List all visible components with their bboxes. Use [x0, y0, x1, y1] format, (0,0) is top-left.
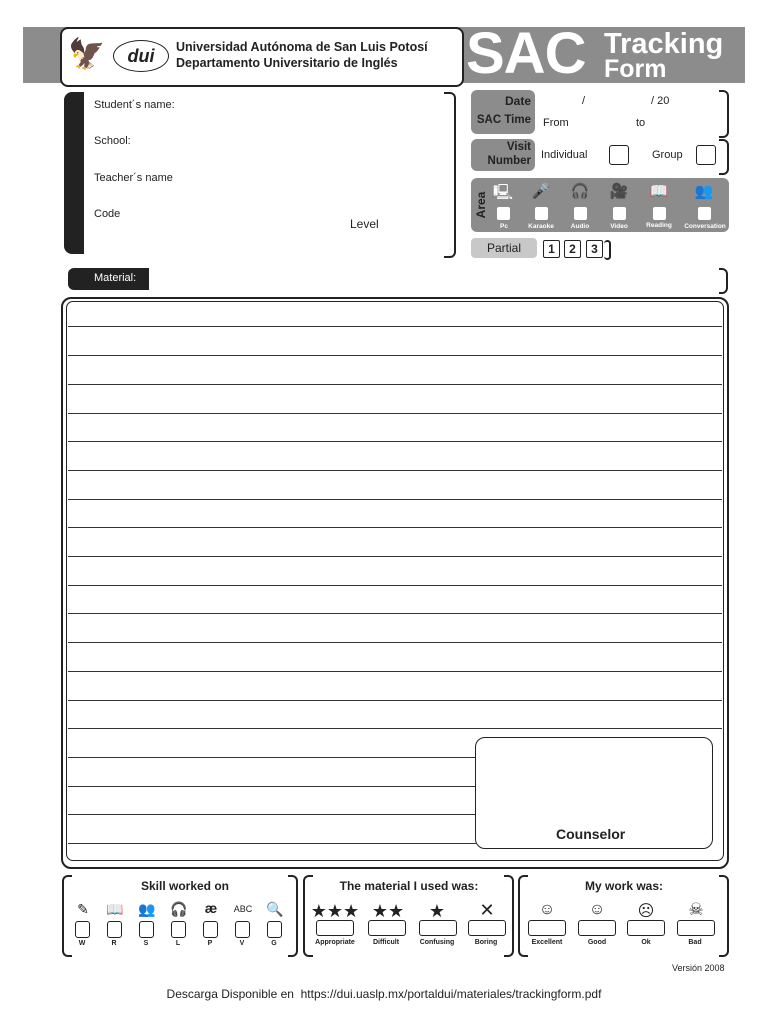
excellent-label: Excellent	[531, 939, 563, 946]
code-label: Code	[94, 208, 121, 220]
area-audio-label: Audio	[570, 223, 590, 230]
partial-label: Partial	[486, 241, 521, 255]
my-work-title: My work was:	[584, 879, 664, 893]
phonetic-icon: æ	[204, 900, 218, 916]
skill-vocabulary-letter: V	[239, 940, 245, 947]
student-info-bracket-right	[444, 92, 456, 258]
good-checkbox[interactable]	[578, 920, 616, 936]
abc-icon: ABC	[233, 904, 253, 914]
teacher-label: Teacher´s name	[94, 172, 173, 184]
material-label: Material:	[94, 272, 137, 284]
individual-checkbox[interactable]	[609, 145, 629, 165]
skill-reading-letter: R	[111, 940, 117, 947]
headphones-icon: 🎧	[570, 183, 590, 200]
visit-label: Visit	[506, 141, 531, 153]
partial-2-box[interactable]: 2	[564, 240, 581, 258]
counselor-label: Counselor	[556, 826, 626, 842]
bad-checkbox[interactable]	[677, 920, 715, 936]
student-info-bar	[64, 92, 84, 254]
partial-bracket	[604, 240, 611, 260]
student-name-label: Student´s name:	[94, 99, 175, 111]
area-karaoke-checkbox[interactable]	[535, 207, 548, 220]
difficult-label: Difficult	[372, 939, 400, 946]
date-label: Date	[504, 94, 531, 108]
date-separator-2: / 20	[651, 95, 670, 107]
area-pc-label: Pc	[500, 223, 508, 230]
skill-grammar-letter: G	[271, 940, 277, 947]
people-icon: 👥	[138, 901, 156, 917]
group-checkbox[interactable]	[696, 145, 716, 165]
skill-pronunciation-letter: P	[207, 940, 213, 947]
skills-title: Skill worked on	[140, 879, 230, 893]
area-karaoke-label: Karaoke	[528, 223, 554, 230]
difficult-checkbox[interactable]	[368, 920, 406, 936]
area-conversation-checkbox[interactable]	[698, 207, 711, 220]
boring-checkbox[interactable]	[468, 920, 506, 936]
excellent-face-icon: ☺	[538, 901, 556, 918]
ok-label: Ok	[641, 939, 651, 946]
book-icon: 📖	[649, 183, 669, 200]
partial-3-box[interactable]: 3	[586, 240, 603, 258]
date-separator-1: /	[582, 95, 586, 107]
university-name: Universidad Autónoma de San Luis Potosí	[176, 40, 428, 54]
confusing-label: Confusing	[419, 939, 455, 946]
skill-listening-checkbox[interactable]	[171, 921, 186, 938]
one-star-icon: ★	[428, 901, 446, 921]
appropriate-checkbox[interactable]	[316, 920, 354, 936]
group-label: Group	[652, 149, 683, 161]
area-video-checkbox[interactable]	[613, 207, 626, 220]
partial-1-box[interactable]: 1	[543, 240, 560, 258]
headphones-icon: 🎧	[170, 901, 188, 917]
skill-reading-checkbox[interactable]	[107, 921, 122, 938]
title-form: Form	[604, 55, 667, 83]
skill-vocabulary-checkbox[interactable]	[235, 921, 250, 938]
ok-checkbox[interactable]	[627, 920, 665, 936]
ok-face-icon: ☹	[637, 903, 655, 920]
material-used-title: The material I used was:	[339, 879, 479, 893]
magnifier-icon: 🔍	[266, 901, 284, 917]
title-tracking: Tracking	[604, 28, 724, 60]
two-stars-icon: ★★	[371, 901, 405, 921]
from-label: From	[543, 117, 569, 129]
visit-bracket	[719, 139, 729, 175]
date-bracket	[719, 90, 729, 138]
confusing-checkbox[interactable]	[419, 920, 457, 936]
school-label: School:	[94, 135, 131, 147]
good-face-icon: ☺	[588, 901, 606, 918]
version-label: Versión 2008	[672, 963, 725, 973]
skill-pronunciation-checkbox[interactable]	[203, 921, 218, 938]
appropriate-label: Appropriate	[315, 939, 355, 946]
level-label: Level	[350, 217, 379, 231]
computer-icon: 🖳	[492, 184, 513, 201]
people-icon: 👥	[694, 183, 714, 200]
good-label: Good	[587, 939, 607, 946]
cross-icon: ✕	[479, 900, 495, 920]
skill-listening-letter: L	[175, 940, 181, 947]
video-camera-icon: 🎥	[609, 183, 629, 200]
pencil-icon: ✎	[77, 901, 89, 917]
area-reading-checkbox[interactable]	[653, 207, 666, 220]
book-icon: 📖	[106, 901, 124, 917]
three-stars-icon: ★★★	[310, 901, 360, 921]
skill-grammar-checkbox[interactable]	[267, 921, 282, 938]
area-pc-checkbox[interactable]	[497, 207, 510, 220]
brand-sac: SAC	[466, 21, 586, 86]
individual-label: Individual	[541, 149, 588, 161]
skill-speaking-checkbox[interactable]	[139, 921, 154, 938]
skill-writing-letter: W	[78, 940, 86, 947]
karaoke-icon: 🎤	[531, 183, 551, 200]
area-label: Area	[474, 191, 488, 219]
area-reading-label: Reading	[646, 222, 672, 229]
to-label: to	[636, 117, 646, 129]
university-seal-icon: 🦅	[68, 38, 106, 71]
number-label: Number	[487, 155, 531, 167]
sac-time-label: SAC Time	[476, 114, 531, 126]
skill-speaking-letter: S	[143, 940, 149, 947]
skill-writing-checkbox[interactable]	[75, 921, 90, 938]
dui-logo: dui	[113, 40, 169, 72]
boring-label: Boring	[474, 939, 498, 946]
material-bracket	[719, 268, 728, 294]
area-video-label: Video	[610, 223, 628, 230]
area-conversation-label: Conversation	[684, 223, 726, 230]
bad-skull-icon: ☠	[688, 900, 704, 919]
department-name: Departamento Universitario de Inglés	[176, 56, 398, 70]
bad-label: Bad	[688, 939, 702, 946]
area-audio-checkbox[interactable]	[574, 207, 587, 220]
excellent-checkbox[interactable]	[528, 920, 566, 936]
download-footer: Descarga Disponible en https://dui.uaslp.mx/portaldui/materiales/trackingform.pdf	[166, 987, 602, 1001]
